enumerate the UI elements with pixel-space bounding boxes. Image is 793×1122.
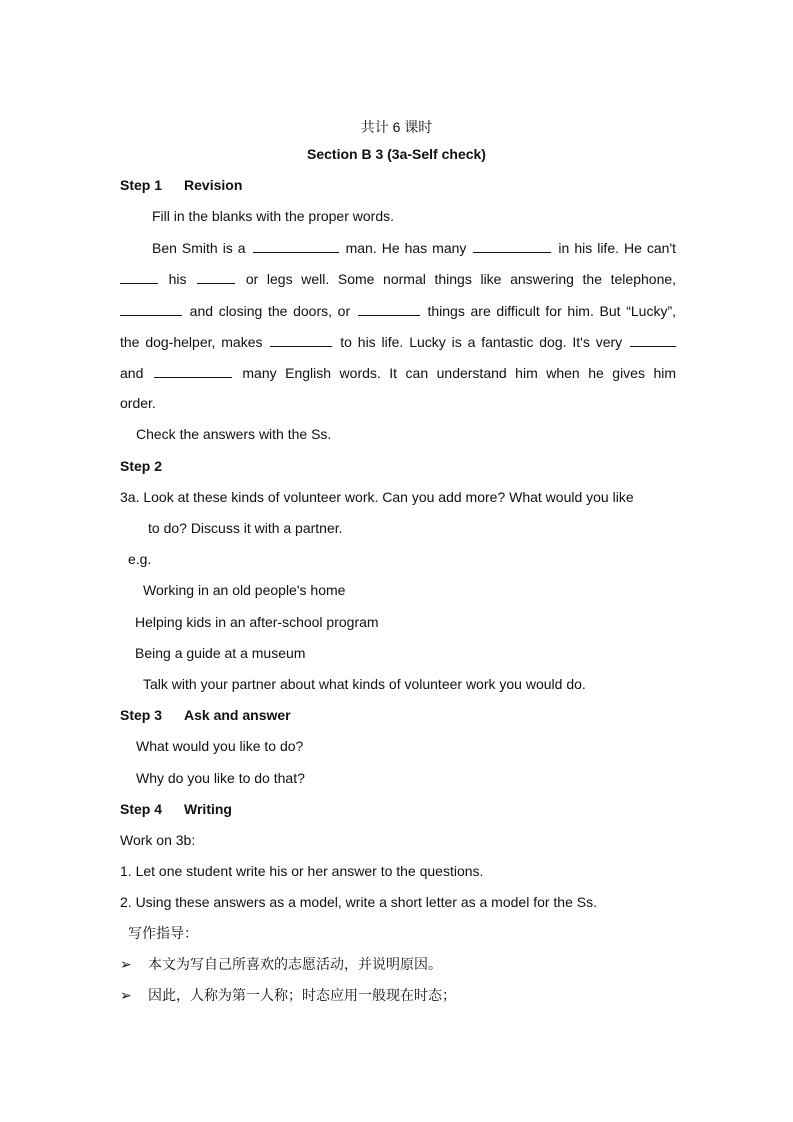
step4-label: Step 4 — [120, 801, 163, 817]
step1-instruction: Fill in the blanks with the proper words. — [152, 208, 394, 224]
passage-text: and — [120, 365, 144, 381]
passage-text: and closing the doors, or — [189, 303, 351, 319]
blank-5 — [120, 301, 182, 316]
step4-heading — [120, 800, 232, 818]
step3-heading — [120, 706, 291, 724]
arrow-bullet-icon: ➢ — [120, 988, 132, 1004]
guide-bullet — [120, 956, 442, 974]
step2-question-line-1: 3a. Look at these kinds of volunteer work. Can you add more? What would you like — [120, 489, 634, 505]
step2-question-line-2: to do? Discuss it with a partner. — [148, 520, 343, 536]
lesson-count: 共计 6 课时 — [360, 119, 433, 135]
example-item: Working in an old people's home — [143, 582, 346, 598]
step4-item-2: 2. Using these answers as a model, write a short letter as a model for the Ss. — [120, 894, 597, 910]
writing-guide-title: 写作指导： — [128, 926, 198, 942]
step3-question-1: What would you like to do? — [136, 738, 304, 754]
passage-text: his — [168, 271, 187, 287]
blank-8 — [630, 332, 676, 347]
blank-9 — [154, 363, 232, 378]
guide-bullet — [120, 987, 456, 1005]
passage-text: the dog-helper, makes — [120, 334, 263, 350]
passage-line-5 — [120, 363, 676, 382]
step4-title: Writing — [184, 801, 232, 817]
step4-item-1: 1. Let one student write his or her answer to the questions. — [120, 863, 484, 879]
passage-text: in his life. He can't — [558, 240, 677, 256]
step1-title: Revision — [184, 177, 243, 193]
passage-line-4 — [120, 332, 676, 351]
guide-bullet-text: 本文为写自己所喜欢的志愿活动，并说明原因。 — [148, 957, 442, 973]
passage-text: things are difficult for him. But “Lucky”, — [427, 303, 676, 319]
blank-6 — [358, 301, 420, 316]
passage-text: to his life. Lucky is a fantastic dog. It's very — [340, 334, 623, 350]
passage-text: or legs well. Some normal things like answering the telephone, — [245, 271, 677, 287]
guide-bullet-text: 因此，人称为第一人称；时态应用一般现在时态； — [148, 988, 456, 1004]
step1-check: Check the answers with the Ss. — [136, 426, 332, 442]
passage-text: many English words. It can understand him when he gives him — [242, 365, 677, 381]
passage-line-6: order. — [120, 395, 156, 411]
step3-label: Step 3 — [120, 707, 163, 723]
blank-1 — [253, 238, 339, 253]
blank-3 — [120, 269, 158, 284]
example-item: Being a guide at a museum — [135, 645, 306, 661]
step1-heading — [120, 176, 242, 194]
step2-eg: e.g. — [128, 551, 152, 567]
passage-line-1 — [152, 238, 676, 257]
step1-label: Step 1 — [120, 177, 163, 193]
blank-4 — [197, 269, 235, 284]
passage-line-2 — [120, 269, 676, 288]
step3-title: Ask and answer — [184, 707, 291, 723]
example-item: Helping kids in an after-school program — [135, 614, 379, 630]
passage-text: Ben Smith is a — [152, 240, 246, 256]
step4-work: Work on 3b: — [120, 832, 196, 848]
step2-heading: Step 2 — [120, 458, 163, 474]
blank-7 — [270, 332, 332, 347]
step3-question-2: Why do you like to do that? — [136, 770, 305, 786]
section-title: Section B 3 (3a-Self check) — [307, 146, 486, 162]
step2-talk: Talk with your partner about what kinds of volunteer work you would do. — [143, 676, 586, 692]
arrow-bullet-icon: ➢ — [120, 957, 132, 973]
blank-2 — [473, 238, 551, 253]
passage-text: man. He has many — [345, 240, 467, 256]
passage-line-3 — [120, 301, 676, 320]
